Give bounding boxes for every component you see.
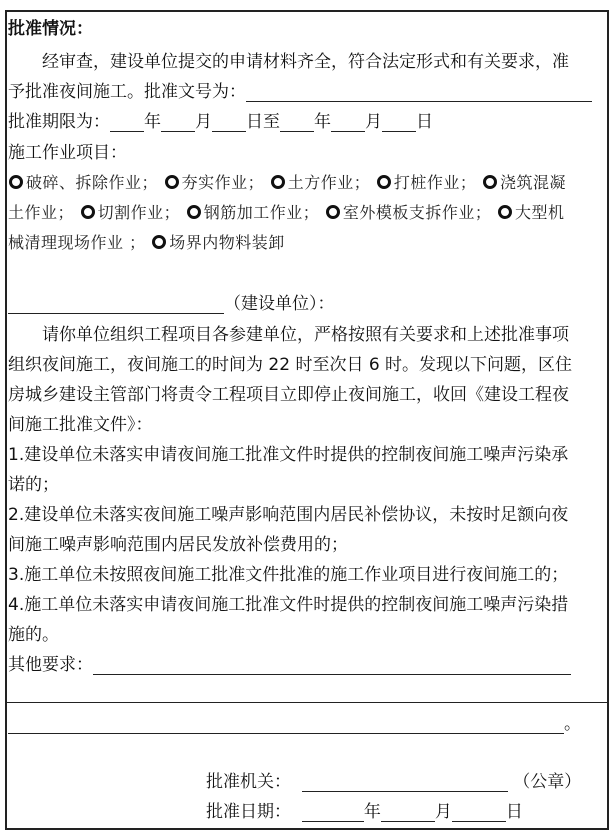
unit-label: （建设单位）：	[224, 294, 335, 314]
option-ring-icon[interactable]	[483, 175, 497, 189]
condition-4b: 施的。	[8, 625, 59, 645]
approval-date	[206, 802, 523, 822]
condition-1b: 诺的；	[8, 475, 59, 495]
other-requirements-field-3[interactable]	[8, 715, 564, 734]
period-year-text: 年	[144, 112, 161, 132]
condition-4a: 4.施工单位未落实申请夜间施工批准文件时提供的控制夜间施工噪声污染措	[8, 595, 569, 615]
notice-line-2: 组织夜间施工，夜间施工的时间为 22 时至次日 6 时。发现以下问题，区住	[8, 355, 573, 375]
period-end-year-field[interactable]	[280, 113, 314, 132]
items-line-2	[8, 203, 564, 223]
condition-3: 3.施工单位未按照夜间施工批准文件批准的施工作业项目进行夜间施工的；	[8, 565, 569, 585]
period-month-text: 月	[195, 112, 212, 132]
item-rebar: 钢筋加工作业；	[203, 203, 320, 222]
option-ring-icon[interactable]	[9, 175, 23, 189]
review-line-2	[8, 82, 592, 102]
option-ring-icon[interactable]	[326, 205, 340, 219]
option-ring-icon[interactable]	[187, 205, 201, 219]
approval-number-field[interactable]	[246, 83, 592, 102]
item-formwork: 室外模板支拆作业；	[342, 203, 492, 222]
item-machinery: 大型机	[514, 203, 565, 222]
option-ring-icon[interactable]	[271, 175, 285, 189]
notice-line-1: 请你单位组织工程项目各参建单位，严格按照有关要求和上述批准事项	[42, 325, 569, 345]
other-requirements	[8, 655, 571, 675]
period-end-month-field[interactable]	[331, 113, 365, 132]
condition-2b: 间施工噪声影响范围内居民发放补偿费用的；	[8, 535, 348, 555]
other-requirements-line-2[interactable]	[7, 702, 608, 703]
other-requirements-end: 。	[564, 714, 581, 734]
approval-heading: 批准情况：	[8, 19, 93, 39]
authority-label: 批准机关：	[206, 772, 291, 792]
option-ring-icon[interactable]	[165, 175, 179, 189]
condition-2a: 2.建设单位未落实夜间施工噪声影响范围内居民补偿协议，未按时足额向夜	[8, 505, 569, 525]
review-line-1: 经审查，建设单位提交的申请材料齐全，符合法定形式和有关要求，准	[42, 52, 569, 72]
date-month-text: 月	[434, 802, 452, 822]
item-machinery-cont: 械清理现场作业 ；	[8, 233, 146, 252]
date-day-field[interactable]	[452, 803, 506, 822]
item-concrete-pouring-cont: 土作业；	[8, 203, 75, 222]
date-day-text: 日	[505, 802, 523, 822]
other-requirements-label: 其他要求：	[8, 655, 93, 675]
date-year-field[interactable]	[302, 803, 364, 822]
condition-1a: 1.建设单位未落实申请夜间施工批准文件时提供的控制夜间施工噪声污染承	[8, 445, 569, 465]
date-month-field[interactable]	[381, 803, 435, 822]
item-demolition: 破碎、拆除作业；	[26, 173, 159, 192]
period-start-year-field[interactable]	[110, 113, 144, 132]
approval-authority	[206, 772, 581, 792]
option-ring-icon[interactable]	[81, 205, 95, 219]
period-day2-text: 日	[416, 112, 433, 132]
option-ring-icon[interactable]	[152, 235, 166, 249]
date-label: 批准日期：	[206, 802, 291, 822]
item-cutting: 切割作业；	[97, 203, 181, 222]
seal-label: （公章）	[513, 772, 582, 792]
notice-line-3: 房城乡建设主管部门将责令工程项目立即停止夜间施工，收回《建设工程夜	[8, 385, 569, 405]
item-concrete-pouring: 浇筑混凝	[499, 173, 566, 192]
approval-number-label: 予批准夜间施工。批准文号为：	[8, 82, 246, 102]
other-requirements-line-3	[8, 714, 581, 734]
period-month2-text: 月	[365, 112, 382, 132]
unit-line	[8, 294, 335, 314]
other-requirements-field[interactable]	[93, 656, 571, 675]
authority-field[interactable]	[302, 773, 508, 792]
period-end-day-field[interactable]	[382, 113, 416, 132]
period-year2-text: 年	[314, 112, 331, 132]
item-piling: 打桩作业；	[393, 173, 477, 192]
item-earthwork: 土方作业；	[287, 173, 371, 192]
date-year-text: 年	[363, 802, 381, 822]
notice-line-4: 间施工批准文件》：	[8, 415, 153, 435]
period-day-to-text: 日至	[246, 112, 280, 132]
option-ring-icon[interactable]	[377, 175, 391, 189]
items-line-3	[8, 233, 285, 253]
item-material-handling: 场界内物料装卸	[169, 233, 285, 252]
project-label: 施工作业项目：	[8, 143, 127, 163]
item-compaction: 夯实作业；	[181, 173, 265, 192]
period-label: 批准期限为：	[8, 112, 110, 132]
period-start-day-field[interactable]	[212, 113, 246, 132]
items-line-1	[8, 173, 566, 193]
construction-unit-field[interactable]	[8, 295, 224, 314]
approval-period	[8, 112, 433, 132]
period-start-month-field[interactable]	[161, 113, 195, 132]
option-ring-icon[interactable]	[498, 205, 512, 219]
